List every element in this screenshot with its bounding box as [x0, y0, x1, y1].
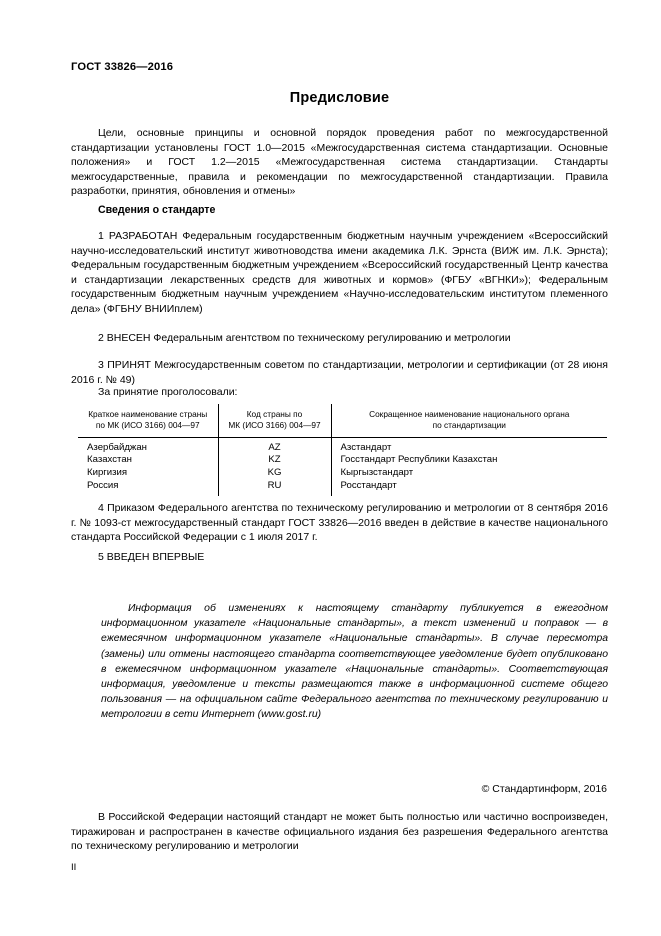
cell-code: KZ	[218, 454, 331, 467]
standard-info-item-3-block	[71, 358, 608, 387]
change-notice-block	[101, 601, 608, 723]
cell-code: RU	[218, 480, 331, 497]
standard-info-item-4: 4 Приказом Федерального агентства по техническому регулированию и метрологии от 8 сентября 2016 г. № 1093-ст межгосударственный стандарт ГОСТ 33826—2016 введен в действие в качестве национального стандарта Российской Федерации с 1 июля 2017 г.	[71, 502, 608, 544]
standard-info-heading-block	[71, 203, 608, 218]
column-header-body-line2: по стандартизации	[432, 420, 506, 431]
table-row	[78, 454, 607, 467]
cell-country: Азербайджан	[78, 437, 218, 454]
table-header-row	[78, 404, 607, 437]
reproduction-notice-block	[71, 810, 608, 854]
table-row	[78, 480, 607, 497]
vote-table	[78, 404, 607, 496]
column-header-country	[78, 404, 218, 437]
reproduction-notice-text: В Российской Федерации настоящий стандарт не может быть полностью или частично воспроизведен, тиражирован и распространен в качестве официального издания без разрешения Федерального агентства по техническому регулированию и метрологии	[71, 811, 608, 853]
page-title: Предисловие	[289, 90, 390, 106]
column-header-code-line2: МК (ИСО 3166) 004—97	[228, 420, 321, 431]
cell-body: Кыргызстандарт	[340, 467, 414, 478]
standard-info-item-3: 3 ПРИНЯТ Межгосударственным советом по стандартизации, метрологии и сертификации (от 28 июня 2016 г. № 49)	[71, 359, 608, 386]
cell-country: Казахстан	[78, 454, 218, 467]
copyright-text: © Стандартинформ, 2016	[481, 783, 607, 795]
vote-intro-block	[71, 385, 608, 400]
cell-body: Азстандарт	[340, 441, 392, 453]
column-header-code	[218, 404, 331, 437]
vote-table-header	[78, 404, 607, 437]
standard-info-heading: Сведения о стандарте	[98, 204, 216, 216]
running-head: ГОСТ 33826—2016	[71, 61, 174, 73]
standard-info-item-1: 1 РАЗРАБОТАН Федеральным государственным бюджетным научным учреждением «Всероссийский научно-исследовательский институт животноводства имени академика Л.К. Эрнста (ВИЖ им. Л.К. Эрнста); Федеральным государственным бюджетным учреждением «Всероссийский государственный Центр качества и стандартизации лекарственных средств для животных и кормов» (ФГБУ «ВГНКИ»); Федеральным государственным бюджетным научным учреждением «Научно-исследовательским институтом племенного дела» (ФГБНУ ВНИИплем)	[71, 230, 608, 315]
vote-intro-text: За принятие проголосовали:	[98, 386, 238, 398]
cell-country: Россия	[78, 480, 218, 497]
standard-info-item-2-block	[71, 331, 608, 346]
table-row	[78, 437, 607, 454]
vote-table-body	[78, 437, 607, 496]
copyright-block	[71, 783, 608, 795]
cell-country: Киргизия	[78, 467, 218, 480]
purpose-paragraph: Цели, основные принципы и основной порядок проведения работ по межгосударственной стандартизации установлены ГОСТ 1.0—2015 «Межгосударственная система стандартизации. Основные положения» и ГОСТ 1.2—2015 «Межгосударственная система стандартизации. Стандарты межгосударственные, правила и рекомендации по межгосударственной стандартизации. Правила разработки, принятия, обновления и отмены»	[71, 127, 608, 198]
standard-info-item-2: 2 ВНЕСЕН Федеральным агентством по техническому регулированию и метрологии	[98, 332, 511, 344]
change-notice-text: Информация об изменениях к настоящему стандарту публикуется в ежегодном информационном указателе «Национальные стандарты», а текст изменений и поправок — в ежемесячном информационном указателе «Национальные стандарты». В случае пересмотра (замены) или отмены настоящего стандарта соответствующее уведомление будет опубликовано в ежемесячном информационном указателе «Национальные стандарты». Соответствующая информация, уведомление и тексты размещаются также в информационной системе общего пользования — на официальном сайте Федерального агентства по техническому регулированию и метрологии в сети Интернет (www.gost.ru)	[101, 603, 608, 721]
column-header-body	[331, 404, 607, 437]
cell-code: AZ	[218, 437, 331, 454]
standard-info-item-1-block	[71, 229, 608, 317]
column-header-country-line1: Краткое наименование страны	[88, 409, 208, 419]
cell-body: Росстандарт	[340, 479, 397, 491]
standard-info-item-5-block	[71, 550, 608, 565]
column-header-country-line2: по МК (ИСО 3166) 004—97	[95, 420, 200, 431]
page-number: II	[71, 862, 77, 873]
standard-info-item-5: 5 ВВЕДЕН ВПЕРВЫЕ	[98, 551, 205, 563]
purpose-block	[71, 126, 608, 199]
cell-body: Госстандарт Республики Казахстан	[340, 454, 498, 466]
table-row	[78, 467, 607, 480]
cell-code: KG	[218, 467, 331, 480]
column-header-body-line1: Сокращенное наименование национального органа	[369, 409, 570, 419]
column-header-code-line1: Код страны по	[246, 409, 303, 419]
standard-info-item-4-block	[71, 501, 608, 545]
